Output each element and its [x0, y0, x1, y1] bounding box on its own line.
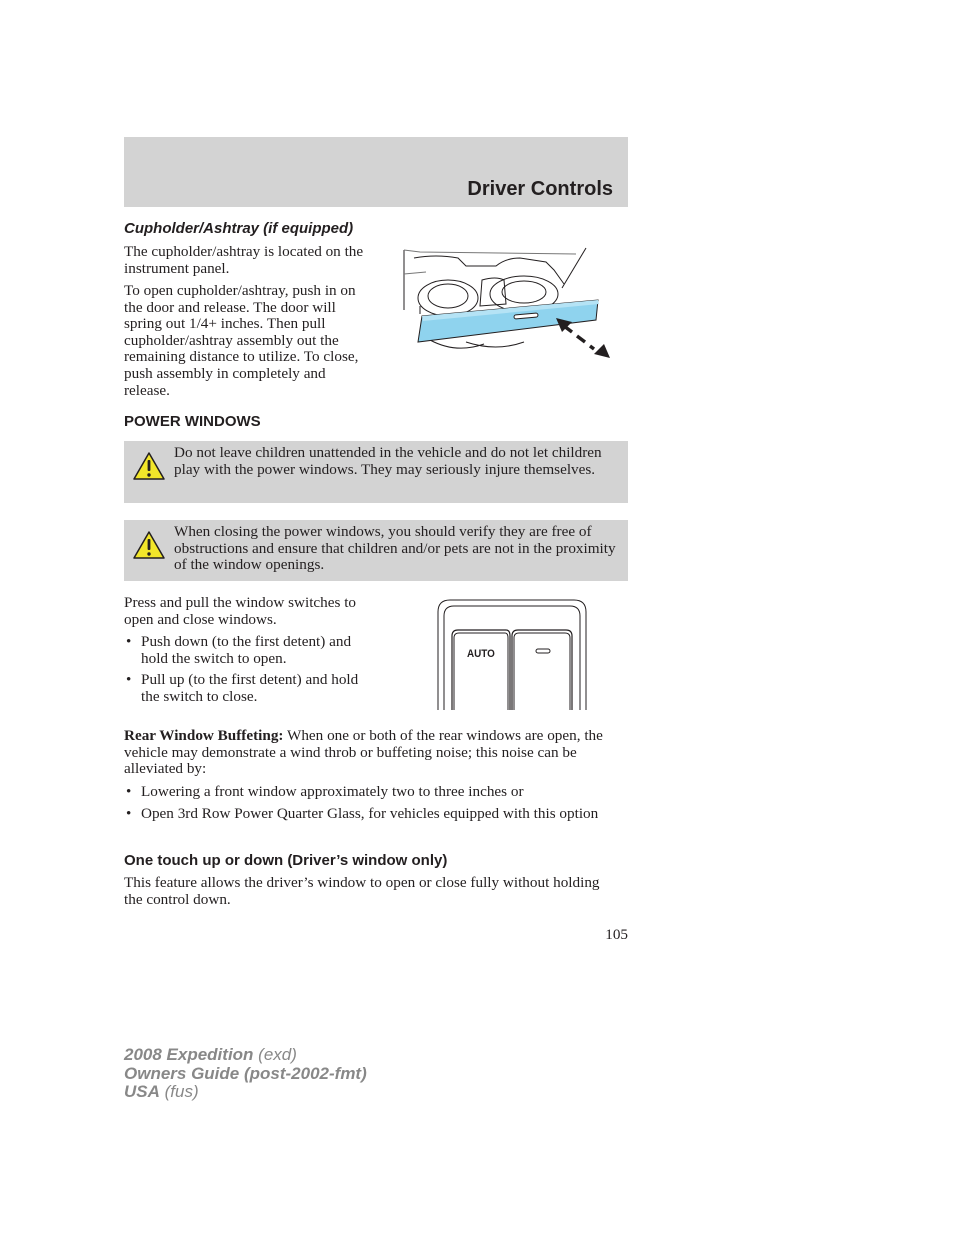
list-item: • Push down (to the first detent) and hold the switch to open. — [124, 634, 374, 667]
cupholder-location-text: The cupholder/ashtray is located on the instrument panel. — [124, 243, 364, 277]
buffeting-list — [124, 784, 620, 822]
warning-obstructions — [124, 520, 628, 581]
footer-doc-info — [124, 1046, 367, 1102]
one-touch-heading: One touch up or down (Driver’s window only) — [124, 852, 448, 869]
warning-children-text: Do not leave children unattended in the vehicle and do not let children play with the power windows. They may seriously injure themselves. — [174, 444, 602, 478]
section-header-band — [124, 137, 628, 207]
power-windows-heading: POWER WINDOWS — [124, 413, 261, 430]
cupholder-instructions-text: To open cupholder/ashtray, push in on the door and release. The door will spring out 1/4+ inches. Then pull cupholder/ashtray assembly out the remaining distance to utilize. To close, push assembly in completely and release. — [124, 282, 359, 399]
list-item: • Pull up (to the first detent) and hold the switch to close. — [124, 672, 374, 705]
warning-obstructions-text: When closing the power windows, you should verify they are free of obstructions and ensure that children and/or pets are not in the proximity of the window openings. — [174, 523, 616, 574]
page-number: 105 — [605, 926, 628, 943]
footer-market: USA — [124, 1082, 160, 1101]
auto-label: AUTO — [467, 648, 495, 660]
warning-children — [124, 441, 628, 503]
footer-guide: Owners Guide (post-2002-fmt) — [124, 1063, 367, 1083]
section-title: Driver Controls — [467, 178, 613, 200]
footer-model: 2008 Expedition — [124, 1045, 254, 1064]
buffeting-text: When one or both of the rear windows are open, the vehicle may demonstrate a wind throb or buffeting noise; this noise can be alleviated by: — [124, 727, 603, 778]
warning-triangle-icon — [132, 451, 166, 481]
list-item: • Open 3rd Row Power Quarter Glass, for vehicles equipped with this option — [124, 806, 620, 823]
window-switch-illustration — [436, 598, 588, 712]
one-touch-text: This feature allows the driver’s window to open or close fully without holding the control down. — [124, 874, 600, 908]
buffeting-label: Rear Window Buffeting: — [124, 727, 284, 744]
list-item: • Lowering a front window approximately two to three inches or — [124, 784, 620, 801]
window-switch-list — [124, 634, 374, 705]
cupholder-illustration — [396, 244, 616, 364]
footer-market-code: (fus) — [159, 1082, 199, 1101]
footer-model-code: (exd) — [253, 1045, 297, 1064]
window-switch-intro: Press and pull the window switches to open and close windows. — [124, 594, 357, 628]
warning-triangle-icon — [132, 530, 166, 560]
buffeting-paragraph — [124, 728, 620, 778]
cupholder-heading: Cupholder/Ashtray (if equipped) — [124, 220, 354, 237]
